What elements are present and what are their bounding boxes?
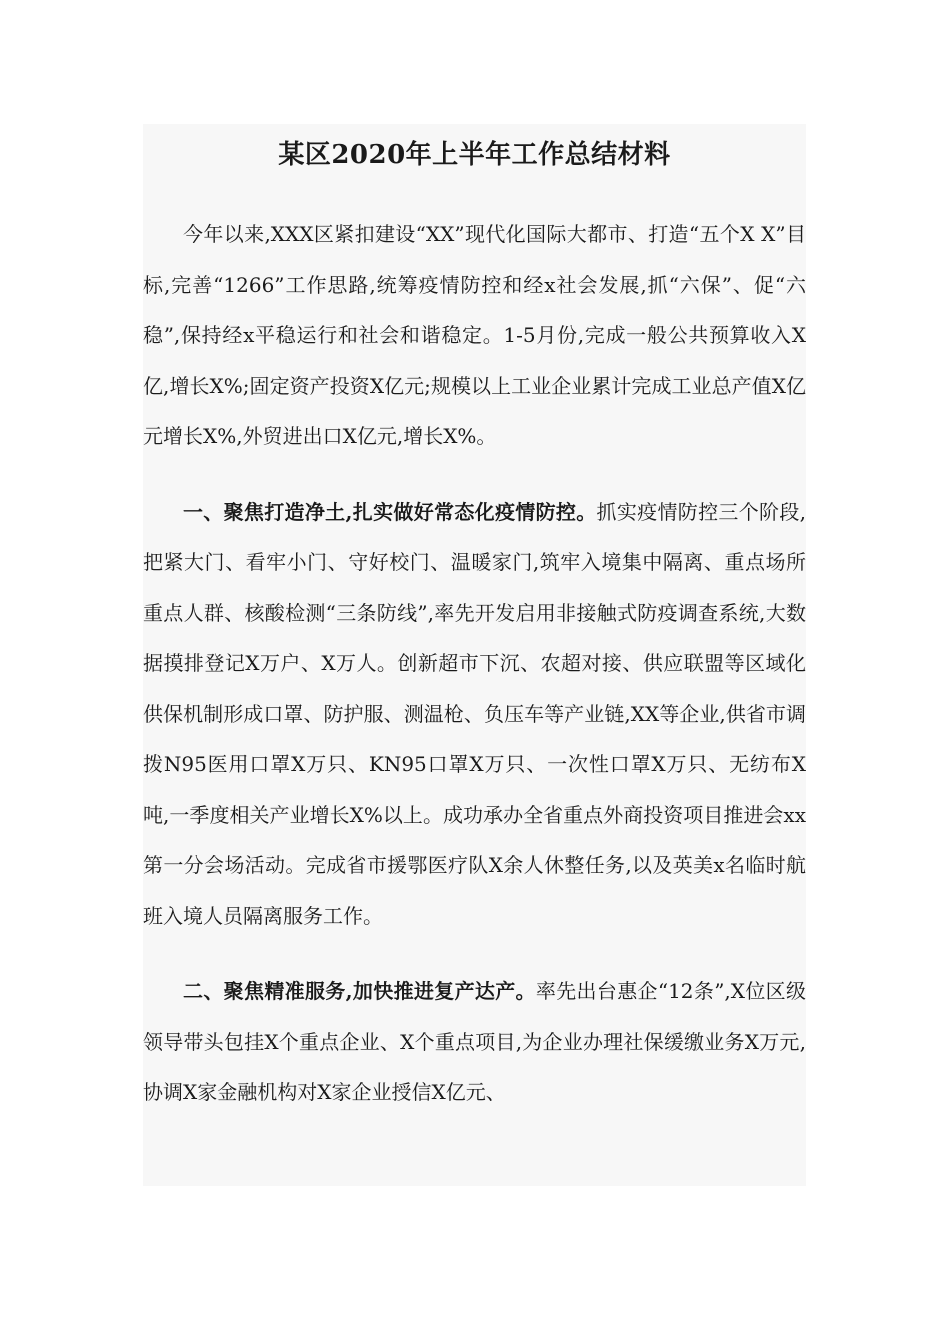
section-heading-1: 一、聚焦打造净土,扎实做好常态化疫情防控。 xyxy=(183,499,597,524)
document-body xyxy=(143,209,806,1118)
section-paragraph-1 xyxy=(143,487,806,942)
section-heading-2: 二、聚焦精准服务,加快推进复产达产。 xyxy=(183,979,536,1003)
intro-paragraph: 今年以来,XXX区紧扣建设“XX”现代化国际大都市、打造“五个X X”目标,完善“1266”工作思路,统筹疫情防控和经x社会发展,抓“六保”、促“六稳”,保持经x平稳运行和社会和谐稳定。1-5月份,完成一般公共预算收入X亿,增长X%;固定资产投资X亿元;规模以上工业企业累计完成工业总产值X亿元增长X%,外贸进出口X亿元,增长X%。 xyxy=(143,222,806,448)
section-text-1: 抓实疫情防控三个阶段,把紧大门、看牢小门、守好校门、温暖家门,筑牢入境集中隔离、重点场所重点人群、核酸检测“三条防线”,率先开发启用非接触式防疫调查系统,大数据摸排登记X万户、X万人。创新超市下沉、农超对接、供应联盟等区域化供保机制形成口罩、防护服、测温枪、负压车等产业链,XX等企业,供省市调拨N95医用口罩X万只、KN95口罩X万只、一次性口罩X万只、无纺布X吨,一季度相关产业增长X%以上。成功承办全省重点外商投资项目推进会xx第一分会场活动。完成省市援鄂医疗队X余人休整任务,以及英美x名临时航班入境人员隔离服务工作。 xyxy=(143,499,806,928)
paragraph-gap xyxy=(143,462,806,487)
document-title: 某区2020年上半年工作总结材料 xyxy=(278,140,671,170)
section-paragraph-2 xyxy=(143,966,806,1118)
section-text-2: 率先出台惠企“12条”,X位区级领导带头包挂X个重点企业、X个重点项目,为企业办理社保缓缴业务X万元,协调X家金融机构对X家企业授信X亿元、 xyxy=(143,979,806,1104)
document-page xyxy=(143,124,806,1186)
paragraph-gap xyxy=(143,941,806,966)
